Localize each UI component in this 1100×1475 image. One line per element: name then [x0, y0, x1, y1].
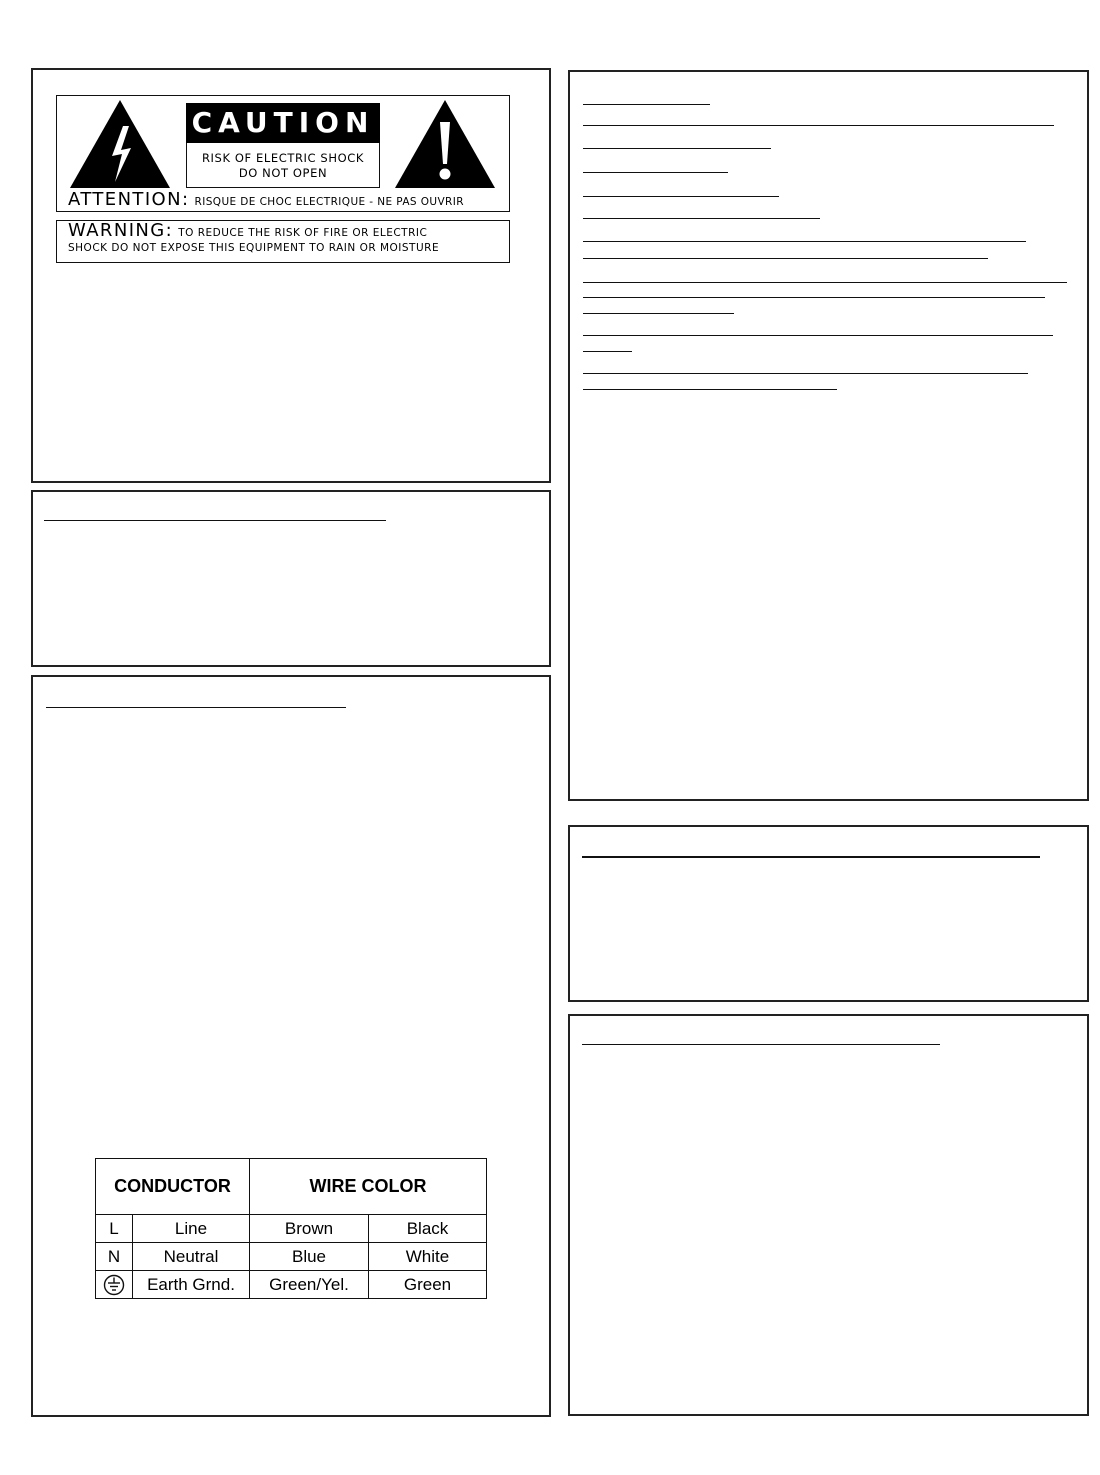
attention-line: [68, 189, 508, 211]
wire-color-alternate: White: [369, 1243, 487, 1271]
wire-color-primary: Green/Yel.: [250, 1271, 369, 1299]
text-line: [583, 373, 1028, 374]
heading-rule: [46, 707, 346, 708]
table-row: [96, 1243, 487, 1271]
warning-text: [68, 222, 508, 257]
caution-subtitle-line2: DO NOT OPEN: [238, 166, 328, 180]
text-line: [583, 297, 1045, 298]
text-line: [583, 282, 1067, 283]
right-panel-3: [568, 1014, 1089, 1416]
heading-rule: [583, 104, 710, 105]
conductor-name: Earth Grnd.: [133, 1271, 250, 1299]
text-line: [583, 313, 734, 314]
left-panel-3: [31, 675, 551, 1417]
wire-color-alternate: Green: [369, 1271, 487, 1299]
conductor-symbol: [96, 1271, 133, 1299]
right-panel-2: [568, 825, 1089, 1002]
caution-subtitle-line1: RISK OF ELECTRIC SHOCK: [201, 151, 365, 165]
text-line: [583, 218, 820, 219]
conductor-name: Line: [133, 1215, 250, 1243]
earth-ground-icon: [103, 1274, 125, 1296]
warning-line2: SHOCK DO NOT EXPOSE THIS EQUIPMENT TO RAIN OR MOISTURE: [68, 242, 440, 254]
lightning-warning-icon: [68, 98, 172, 190]
text-line: [583, 125, 1054, 126]
conductor-symbol: N: [96, 1243, 133, 1271]
wire-color-table: [95, 1158, 487, 1299]
table-row: [96, 1271, 487, 1299]
conductor-symbol: L: [96, 1215, 133, 1243]
caution-subtitle: [186, 143, 380, 188]
text-line: [583, 389, 837, 390]
heading-rule: [582, 1044, 940, 1045]
exclamation-warning-icon: [393, 98, 497, 190]
text-line: [583, 335, 1053, 336]
warning-line1: TO REDUCE THE RISK OF FIRE OR ELECTRIC: [178, 227, 428, 239]
wire-color-alternate: Black: [369, 1215, 487, 1243]
text-line: [583, 172, 728, 173]
warning-word: WARNING:: [68, 220, 174, 241]
text-line: [583, 351, 632, 352]
wire-color-header: WIRE COLOR: [250, 1159, 487, 1215]
text-line: [583, 258, 988, 259]
conductor-header: CONDUCTOR: [96, 1159, 250, 1215]
wire-table-header: [96, 1159, 487, 1215]
wire-color-primary: Blue: [250, 1243, 369, 1271]
attention-word: ATTENTION:: [68, 189, 190, 210]
conductor-name: Neutral: [133, 1243, 250, 1271]
right-panel-1: [568, 70, 1089, 801]
heading-rule: [582, 856, 1040, 858]
table-row: [96, 1215, 487, 1243]
caution-banner: CAUTION: [186, 103, 380, 143]
text-line: [583, 241, 1026, 242]
text-line: [583, 196, 779, 197]
wire-color-primary: Brown: [250, 1215, 369, 1243]
attention-text: RISQUE DE CHOC ELECTRIQUE - NE PAS OUVRIR: [194, 196, 464, 208]
left-panel-2: [31, 490, 551, 667]
heading-rule: [44, 520, 386, 521]
text-line: [583, 148, 771, 149]
